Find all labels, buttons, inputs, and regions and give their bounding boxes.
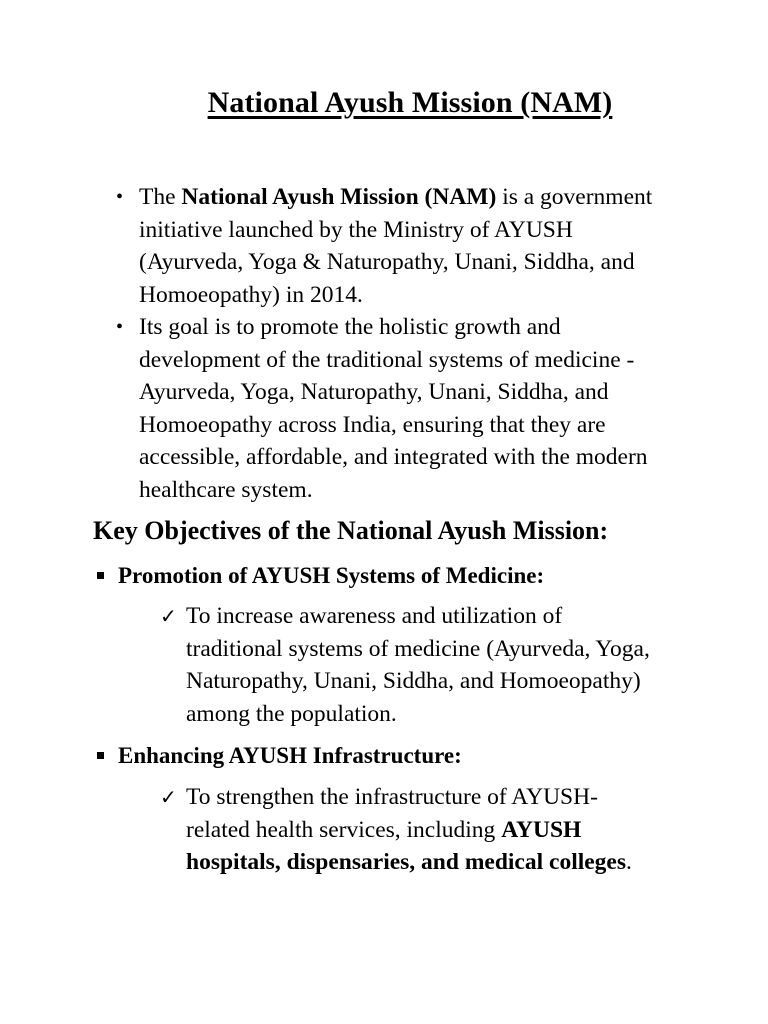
detail-text-bold: AYUSH hospitals, dispensaries, and medical colleges [186,816,627,875]
intro-text-pre: The [139,184,182,210]
square-bullet-icon [97,572,104,579]
section-heading: Key Objectives of the National Ayush Mission: [93,516,609,545]
objective-detail [160,781,650,879]
page-title: National Ayush Mission (NAM) [207,86,613,119]
objective-heading-text: Enhancing AYUSH Infrastructure: [118,743,462,768]
detail-text-post: . [626,849,632,875]
intro-list [114,181,674,506]
detail-text-pre: To increase awareness and utilization of traditional systems of medicine (Ayurveda, Yoga, Naturopathy, Unani, Siddha, and Homoeopathy) among the population. [186,603,650,727]
objective-heading [93,740,713,772]
checkmark-icon: ✓ [160,785,177,809]
checkmark-icon: ✓ [160,604,177,628]
objective-detail-text [160,781,650,879]
intro-text-post: is a government initiative launched by the Ministry of AYUSH (Ayurveda, Yoga & Naturopathy, Unani, Siddha, and Homoeopathy) in 2014. [139,184,653,308]
list-item [114,311,674,506]
objective-heading-text: Promotion of AYUSH Systems of Medicine: [118,563,545,588]
objective-detail-text [160,600,650,730]
square-bullet-icon [97,752,104,759]
intro-text-bold: National Ayush Mission (NAM) [181,184,497,210]
intro-text: Its goal is to promote the holistic growth and development of the traditional systems of medicine - Ayurveda, Yoga, Naturopathy, Unani, Siddha, and Homoeopathy across India, ensuring that they are accessible, affordable, and integrated with the modern healthcare system. [139,314,648,503]
detail-text-pre: To strengthen the infrastructure of AYUSH-related health services, including [186,784,598,843]
bullet-icon: • [116,316,124,338]
objective-detail [160,600,650,730]
objective-heading [93,560,713,592]
list-item [114,181,674,311]
bullet-icon: • [116,186,124,208]
